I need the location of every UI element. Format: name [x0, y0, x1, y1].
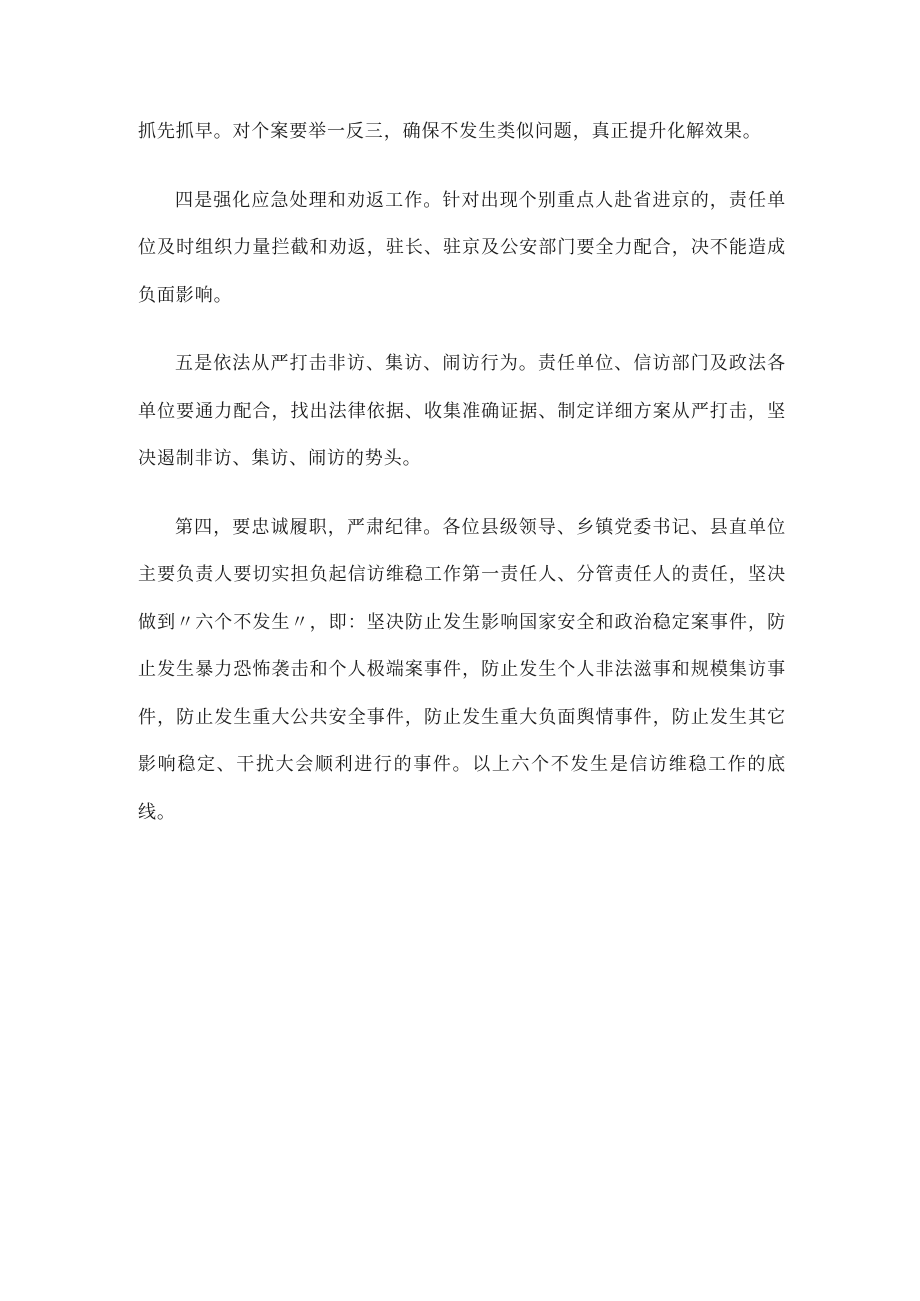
paragraph-continuation: 抓先抓早。对个案要举一反三，确保不发生类似问题，真正提升化解效果。	[138, 121, 762, 142]
paragraph-legal-crackdown: 五是依法从严打击非访、集访、闹访行为。责任单位、信访部门及政法各单位要通力配合，找出法律依据、收集准确证据、制定详细方案从严打击，坚决遏制非访、集访、闹访的势头。	[138, 353, 786, 469]
paragraph-emergency-handling: 四是强化应急处理和劝返工作。针对出现个别重点人赴省进京的，责任单位及时组织力量拦截和劝返，驻长、驻京及公安部门要全力配合，决不能造成负面影响。	[138, 189, 786, 306]
paragraph-discipline: 第四，要忠诚履职，严肃纪律。各位县级领导、乡镇党委书记、县直单位主要负责人要切实担负起信访维稳工作第一责任人、分管责任人的责任，坚决做到〃六个不发生〃，即：坚决防止发生影响国家安全和政治稳定案事件，防止发生暴力恐怖袭击和个人极端案事件，防止发生个人非法滋事和规模集访事件，防止发生重大公共安全事件，防止发生重大负面舆情事件，防止发生其它影响稳定、干扰大会顺利进行的事件。以上六个不发生是信访维稳工作的底线。	[138, 516, 786, 823]
document-body	[138, 121, 786, 857]
